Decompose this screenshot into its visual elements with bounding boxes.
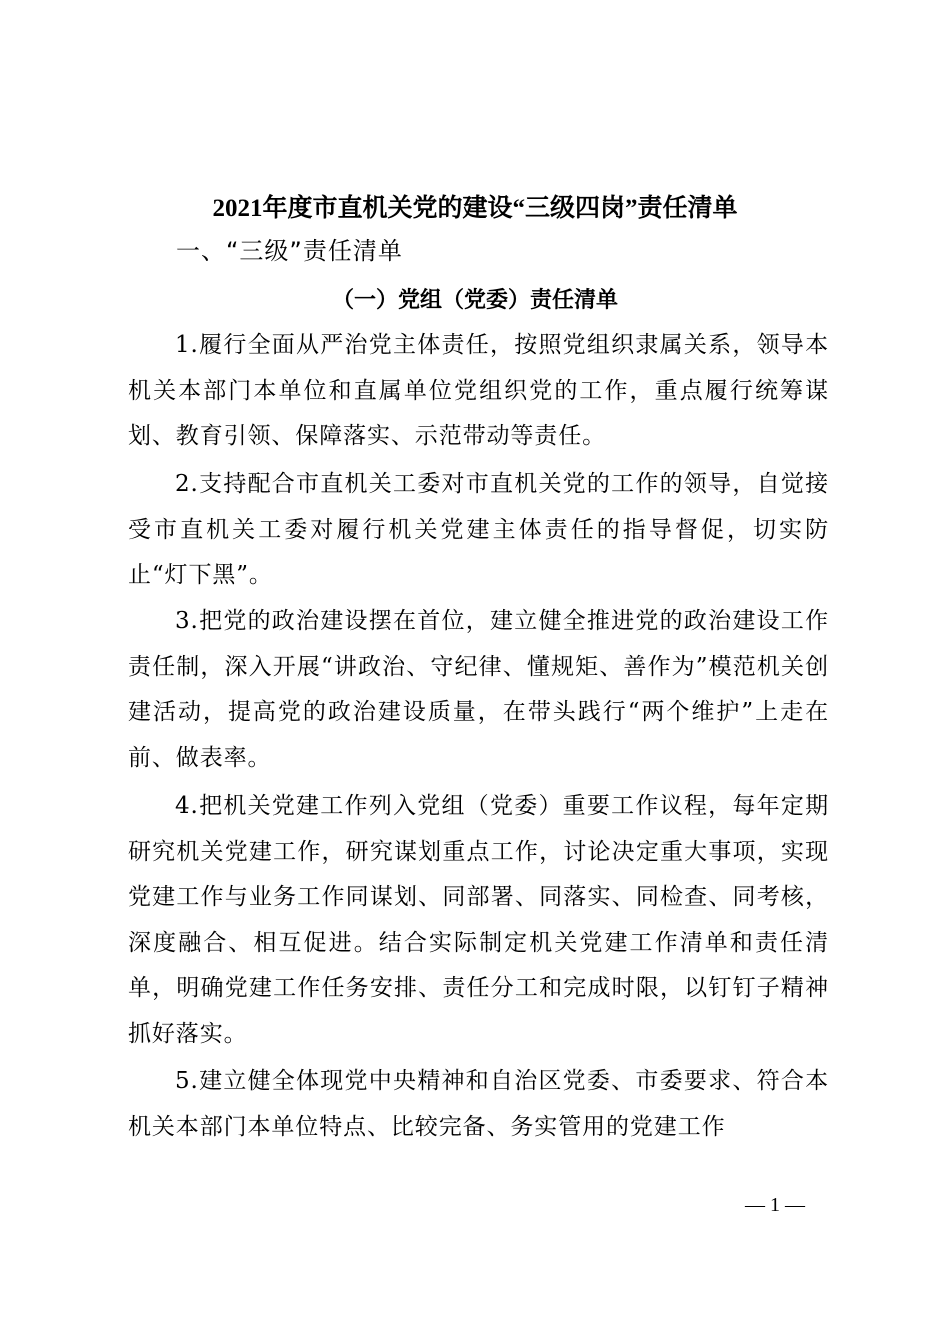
- paragraph-5: 5.建立健全体现党中央精神和自治区党委、市委要求、符合本机关本部门本单位特点、比较完备、务实管用的党建工作: [128, 1068, 829, 1140]
- page-number: — 1 —: [745, 1194, 805, 1216]
- paragraph-4: 4.把机关党建工作列入党组（党委）重要工作议程，每年定期研究机关党建工作，研究谋划重点工作，讨论决定重大事项，实现党建工作与业务工作同谋划、同部署、同落实、同检查、同考核，深度融合、相互促进。结合实际制定机关党建工作清单和责任清单，明确党建工作任务安排、责任分工和完成时限，以钉钉子精神抓好落实。: [128, 793, 829, 1047]
- subsection-heading: （一）党组（党委）责任清单: [331, 287, 618, 313]
- paragraph-1: 1.履行全面从严治党主体责任，按照党组织隶属关系，领导本机关本部门本单位和直属单位党组织党的工作，重点履行统筹谋划、教育引领、保障落实、示范带动等责任。: [128, 332, 829, 449]
- paragraph-3: 3.把党的政治建设摆在首位，建立健全推进党的政治建设工作责任制，深入开展“讲政治、守纪律、懂规矩、善作为”模范机关创建活动，提高党的政治建设质量，在带头践行“两个维护”上走在前、做表率。: [128, 608, 829, 771]
- section-heading: 一、“三级”责任清单: [176, 237, 403, 265]
- document-title: 2021年度市直机关党的建设“三级四岗”责任清单: [212, 195, 738, 222]
- paragraph-2: 2.支持配合市直机关工委对市直机关党的工作的领导，自觉接受市直机关工委对履行机关党建主体责任的指导督促，切实防止“灯下黑”。: [128, 471, 829, 588]
